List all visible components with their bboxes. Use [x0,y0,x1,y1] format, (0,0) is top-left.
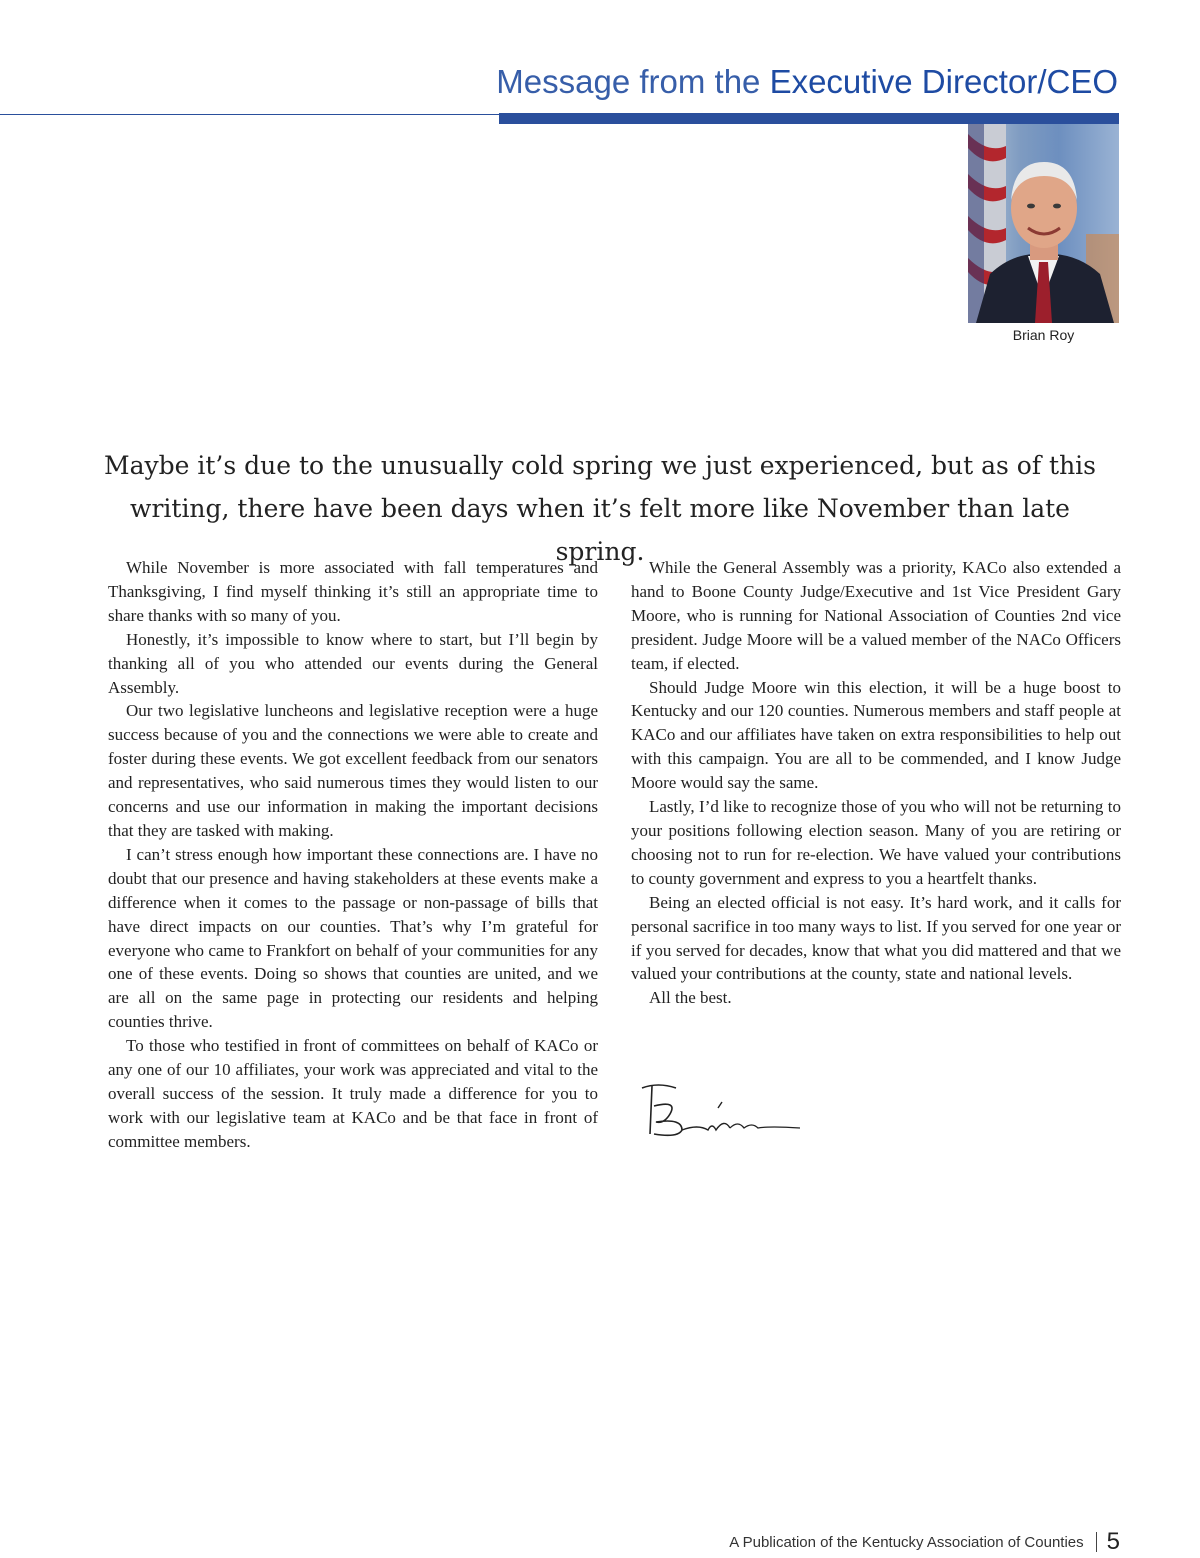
paragraph: Should Judge Moore win this election, it will be a huge boost to Kentucky and our 120 counties. Numerous members and staff people at KACo and our affiliates have taken on extra responsibilities to help out with this campaign. You are all to be commended, and I know Judge Moore would say the same. [631,677,1121,793]
page-title-light: Message from the [496,63,770,100]
pull-quote: Maybe it’s due to the unusually cold spring we just experienced, but as of this writing, there have been days when it’s felt more like November than late spring. [104,451,1096,566]
paragraph: Honestly, it’s impossible to know where to start, but I’ll begin by thanking all of you who attended our events during the General Assembly. [108,629,598,697]
article-column-left [108,556,598,1154]
handwritten-signature [638,1078,808,1142]
article-column-right [631,556,1121,1010]
paragraph: Lastly, I’d like to recognize those of you who will not be returning to your positions following election season. Many of you are retiring or choosing not to run for re-election. We have valued your contributions to county government and express to you a heartfelt thanks. [631,797,1121,888]
paragraph: Being an elected official is not easy. It’s hard work, and it calls for personal sacrifice in too many ways to list. If you served for one year or if you served for decades, know that what you did mattered and that we valued your contributions at the county, state and national levels. [631,892,1121,984]
footer-divider [1096,1532,1097,1552]
page-footer [729,1528,1120,1556]
paragraph: While November is more associated with fall temperatures and Thanksgiving, I find myself thinking it’s still an appropriate time to share thanks with so many of you. [108,558,598,625]
page-number: 5 [1106,1528,1120,1555]
closing-line: All the best. [649,988,732,1008]
paragraph: Our two legislative luncheons and legislative reception were a huge success because of you and the connections we were able to create and foster during these events. We got excellent feedback from our senators and representatives, who said numerous times they would listen to our concerns and use our information in making the important decisions that they are tasked with making. [108,701,598,840]
header-thick-rule [499,113,1119,124]
publication-name: A Publication of the Kentucky Association of Counties [729,1533,1084,1551]
header-thin-rule [0,114,500,115]
paragraph: To those who testified in front of committees on behalf of KACo or any one of our 10 affiliates, your work was appreciated and vital to the overall success of the session. It truly made a difference for you to work with our legislative team at KACo and be that face in front of committee members. [108,1036,598,1151]
page-title [496,62,1118,102]
paragraph: While the General Assembly was a priority, KACo also extended a hand to Boone County Judge/Executive and 1st Vice President Gary Moore, who is running for National Association of Counties 2nd vice president. Judge Moore will be a valued member of the NACo Officers team, if elected. [631,558,1121,673]
photo-caption: Brian Roy [1012,327,1075,343]
paragraph: I can’t stress enough how important these connections are. I have no doubt that our presence and having stakeholders at these events make a difference when it comes to the passage or non-passage of bills that have direct impacts on our counties. That’s why I’m grateful for everyone who came to Frankfort on behalf of your communities for any one of these events. Doing so shows that counties are united, and we are all on the same page in protecting our residents and helping counties thrive. [108,844,598,1032]
page-title-bold: Executive Director/CEO [769,63,1118,100]
portrait-photo [968,124,1119,323]
portrait-illustration [968,124,1119,323]
